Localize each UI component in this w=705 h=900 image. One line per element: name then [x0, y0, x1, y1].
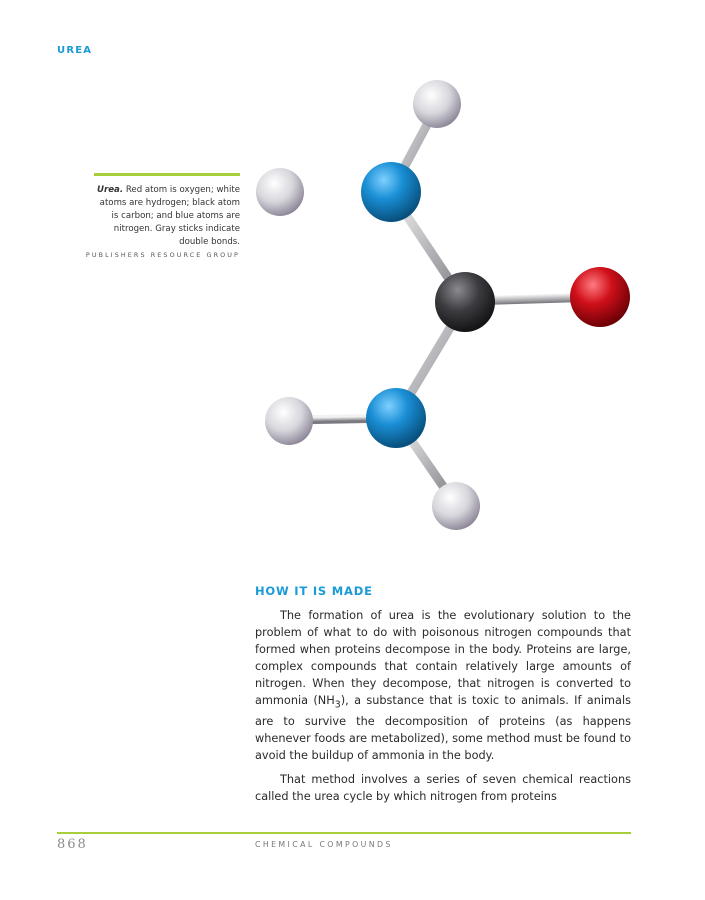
oxygen-atom: [570, 267, 630, 327]
hydrogen-atom: [256, 168, 304, 216]
caption-text: Red atom is oxygen; white atoms are hydrogen; black atom is carbon; and blue atoms are nitrogen. Gray sticks indicate double bonds.: [99, 185, 240, 248]
section-heading: HOW IT IS MADE: [255, 584, 373, 598]
urea-molecule-model: [240, 60, 660, 550]
body-text: [255, 607, 631, 812]
running-head: UREA: [57, 45, 93, 56]
hydrogen-atom: [413, 80, 461, 128]
photo-credit: PUBLISHERS RESOURCE GROUP: [85, 251, 240, 259]
paragraph: The formation of urea is the evolutionary solution to the problem of what to do with poisonous nitrogen compounds that formed when proteins decompose in the body. Proteins are large, complex compounds that contain relatively large amounts of nitrogen. When they decompose, that nitrogen is converted to ammonia $(NH_3)$, a substance that is toxic to animals. If animals are to survive the decomposition of proteins (as happens whenever foods are metabolized), some method must be found to avoid the buildup of ammonia in the body.: [255, 609, 631, 763]
page-number: 868: [57, 837, 88, 852]
caption-rule: [94, 173, 240, 176]
hydrogen-atom: [265, 397, 313, 445]
figure-caption: [94, 184, 240, 249]
paragraph: That method involves a series of seven chemical reactions called the urea cycle by which nitrogen from proteins: [255, 773, 631, 804]
caption-title: Urea.: [97, 185, 124, 195]
carbon-atom: [435, 272, 495, 332]
hydrogen-atom: [432, 482, 480, 530]
nitrogen-atom: [361, 162, 421, 222]
footer-rule: [57, 832, 631, 834]
running-foot: CHEMICAL COMPOUNDS: [255, 840, 393, 849]
nitrogen-atom: [366, 388, 426, 448]
